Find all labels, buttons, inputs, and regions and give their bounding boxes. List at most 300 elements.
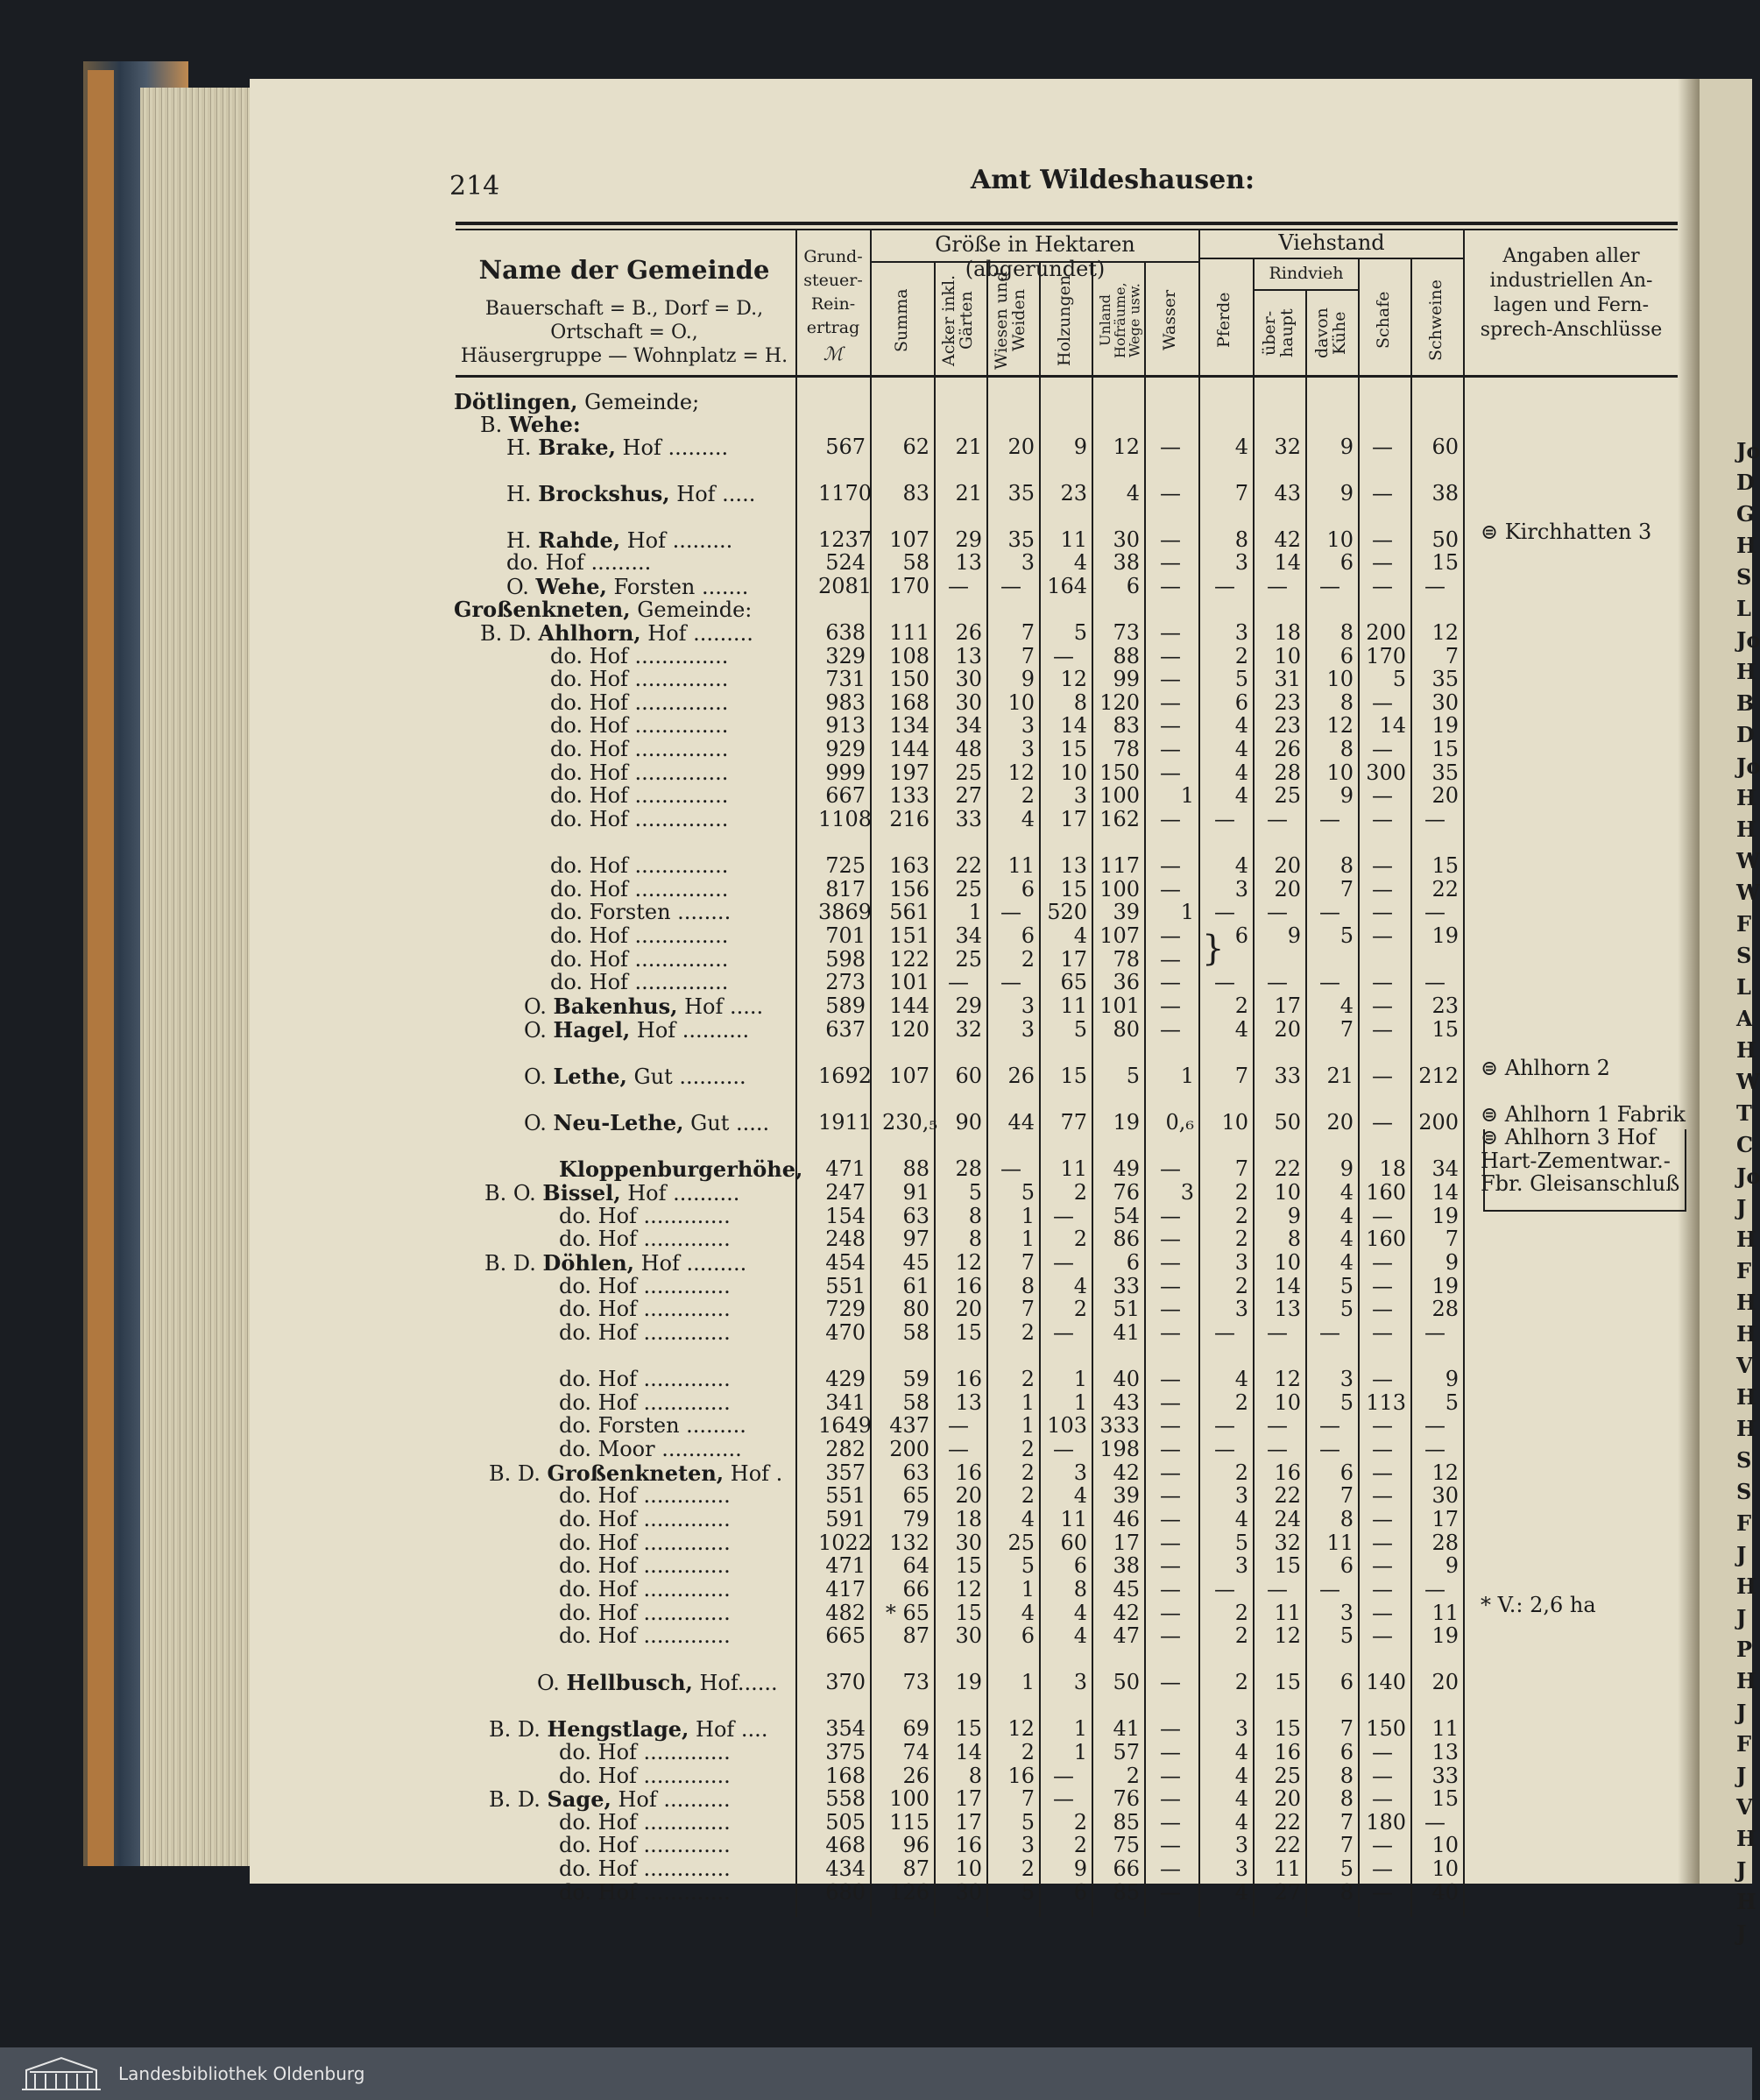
cell: 20 xyxy=(1274,877,1301,902)
cell: — xyxy=(1160,1764,1181,1788)
cell: 38 xyxy=(1113,1553,1140,1578)
cell: 26 xyxy=(1274,737,1301,761)
cell: 300 xyxy=(1366,760,1406,785)
cell: 5 xyxy=(1339,1274,1354,1298)
cell: 87 xyxy=(902,1623,929,1648)
row-place: Bakenhus, xyxy=(553,993,678,1019)
col-rule xyxy=(1092,263,1093,1917)
cell: 28 xyxy=(1431,1531,1459,1555)
cell: 7 xyxy=(1021,620,1035,645)
cell: 100 xyxy=(1099,877,1140,902)
row-type: do. Hof ............. xyxy=(559,1483,731,1508)
cell: 665 xyxy=(825,1623,866,1648)
cell: 3 xyxy=(1234,1716,1248,1741)
cell: 78 xyxy=(1113,737,1140,761)
row-type: Gut ..... xyxy=(683,1111,770,1135)
cell: 16 xyxy=(955,1274,982,1298)
row-type: Hof .......... xyxy=(630,1018,750,1043)
cell: — xyxy=(1372,877,1393,902)
row-prefix: B. D. xyxy=(489,1787,548,1812)
cell: 9 xyxy=(1339,435,1354,459)
cell: — xyxy=(1214,807,1235,831)
cell: 43 xyxy=(1113,1390,1140,1415)
name-subheader-2: Ortschaft = O., xyxy=(550,322,698,343)
row-type: do. Hof ............. xyxy=(559,1577,731,1602)
cell: 35 xyxy=(1007,527,1035,552)
next-page-letter: H xyxy=(1736,1037,1756,1063)
cell: 701 xyxy=(825,923,866,948)
cell: 3 xyxy=(1021,550,1035,575)
cell: 12 xyxy=(1431,1460,1459,1485)
cell: 35 xyxy=(1431,667,1459,691)
cell: 15 xyxy=(1431,1017,1459,1042)
cell: 637 xyxy=(825,1017,866,1042)
table-row xyxy=(0,1716,1752,1742)
row-name xyxy=(506,527,793,553)
cell: 3 xyxy=(1073,1460,1087,1485)
cell: 16 xyxy=(1274,1460,1301,1485)
cell: 11 xyxy=(1007,853,1035,878)
cell: 17 xyxy=(1431,1507,1459,1531)
cell: 25 xyxy=(1274,1764,1301,1788)
cell: 85 xyxy=(1113,1810,1140,1835)
cell: 2 xyxy=(1234,1204,1248,1228)
cell: 1 xyxy=(968,900,982,924)
cell: 8 xyxy=(1287,1227,1301,1251)
next-page-letter: F xyxy=(1736,1731,1752,1757)
cell: 23 xyxy=(1060,481,1087,506)
row-name xyxy=(550,947,793,972)
cell: 471 xyxy=(825,1553,866,1578)
cell: 170 xyxy=(1366,644,1406,668)
next-page-letter: H xyxy=(1736,1889,1756,1914)
cell: 156 xyxy=(889,877,929,902)
cell: 20 xyxy=(1431,1670,1459,1694)
cell: 6 xyxy=(1234,690,1248,715)
next-page-letter: V xyxy=(1736,1794,1753,1820)
cell: 59 xyxy=(902,1367,929,1391)
cell: 19 xyxy=(1431,1623,1459,1648)
next-page-letter: H xyxy=(1736,1384,1756,1410)
row-name xyxy=(550,783,793,808)
cell: — xyxy=(1160,644,1181,668)
cell: — xyxy=(1319,1320,1340,1345)
cell: 19 xyxy=(1431,1274,1459,1298)
cell: 88 xyxy=(1113,644,1140,668)
cell: 22 xyxy=(1274,1156,1301,1181)
row-type: do. Hof ............. xyxy=(559,1833,731,1857)
cell: 3 xyxy=(1234,1483,1248,1508)
cell: 9 xyxy=(1073,1856,1087,1881)
cell: 4 xyxy=(1234,713,1248,738)
cell: 23 xyxy=(1431,993,1459,1018)
col-kuehe: davon Kühe xyxy=(1312,308,1349,359)
row-type: do. Hof .............. xyxy=(550,737,729,761)
cell: 101 xyxy=(1099,993,1140,1018)
next-page-letter: F xyxy=(1736,1258,1752,1283)
cell: 168 xyxy=(889,690,929,715)
table-row xyxy=(0,1390,1752,1413)
cell: 4 xyxy=(1073,1601,1087,1625)
cell: 9 xyxy=(1287,923,1301,948)
cell: 5 xyxy=(1339,1297,1354,1321)
cell: 3 xyxy=(1234,1250,1248,1275)
cell: 20 xyxy=(1274,853,1301,878)
cell: — xyxy=(1160,527,1181,552)
cell: 17 xyxy=(955,1786,982,1811)
cell: 1 xyxy=(1073,1390,1087,1415)
industrial-note: * V.: 2,6 ha xyxy=(1481,1593,1596,1617)
library-logo-icon xyxy=(18,2054,105,2093)
cell: 2 xyxy=(1234,1180,1248,1205)
cell: — xyxy=(1160,923,1181,948)
cell: 16 xyxy=(955,1833,982,1857)
cell: 2 xyxy=(1234,1460,1248,1485)
cell: 28 xyxy=(955,1156,982,1181)
cell: — xyxy=(1160,1227,1181,1251)
cell: 26 xyxy=(955,620,982,645)
cell: 3 xyxy=(1234,1856,1248,1881)
cell: 15 xyxy=(1274,1553,1301,1578)
groesse-header: Größe in Hektaren (abgerundet) xyxy=(935,232,1135,281)
row-name xyxy=(506,574,793,599)
cell: 5 xyxy=(1073,1017,1087,1042)
cell: 58 xyxy=(902,1390,929,1415)
row-name xyxy=(559,1507,793,1531)
grundsteuer-header-4: ertrag xyxy=(806,318,860,337)
next-page-letter: H xyxy=(1736,785,1756,810)
cell: 729 xyxy=(825,1297,866,1321)
industrial-note: ⊜ Kirchhatten 3 xyxy=(1481,520,1652,544)
cell: 160 xyxy=(1366,1180,1406,1205)
cell: — xyxy=(1267,574,1288,598)
cell: 8 xyxy=(1339,1764,1354,1788)
grundsteuer-header-1: Grund- xyxy=(803,247,863,266)
cell: 29 xyxy=(955,527,982,552)
cell: 168 xyxy=(825,1764,866,1788)
cell: 4 xyxy=(1234,1367,1248,1391)
cell: * 65 xyxy=(885,1601,929,1625)
cell: 19 xyxy=(1431,1204,1459,1228)
next-page-letter: Jo xyxy=(1736,753,1760,779)
cell: 4 xyxy=(1234,1880,1248,1905)
cell: 12 xyxy=(1007,760,1035,785)
cell: 60 xyxy=(1060,1531,1087,1555)
table-row xyxy=(0,1250,1752,1276)
cell: 2 xyxy=(1234,644,1248,668)
cell: 5 xyxy=(1339,1856,1354,1881)
cell: 14 xyxy=(1060,713,1087,738)
row-place: Hagel, xyxy=(553,1017,631,1043)
cell: 8 xyxy=(968,1204,982,1228)
cell: 2 xyxy=(1234,1601,1248,1625)
cell: 5 xyxy=(1073,620,1087,645)
cell: 7 xyxy=(1234,481,1248,506)
cell: 50 xyxy=(1431,527,1459,552)
next-page-letter: J xyxy=(1736,1857,1747,1883)
cell: 1911 xyxy=(818,1110,873,1135)
row-name xyxy=(559,1856,793,1881)
cell: 3 xyxy=(1339,1601,1354,1625)
rindvieh-header: Rindvieh xyxy=(1269,264,1344,283)
name-subheader-3: Häusergruppe — Wohnplatz = H. xyxy=(460,345,788,367)
cell: 3 xyxy=(1234,877,1248,902)
cell: 120 xyxy=(1099,690,1140,715)
header-rule xyxy=(456,375,1678,378)
cell: 18 xyxy=(955,1507,982,1531)
cell: 50 xyxy=(1274,1110,1301,1135)
cell: — xyxy=(1160,690,1181,715)
cell: 3 xyxy=(1021,993,1035,1018)
cell: 20 xyxy=(1274,1786,1301,1811)
cell: 4 xyxy=(1126,481,1140,506)
cell: 19 xyxy=(1431,923,1459,948)
row-place: Hellbusch, xyxy=(566,1670,693,1695)
cell: — xyxy=(1053,1764,1074,1788)
cell: 7 xyxy=(1021,1250,1035,1275)
cell: 11 xyxy=(1274,1601,1301,1625)
cell: 248 xyxy=(825,1227,866,1251)
cell: 1 xyxy=(1021,1390,1035,1415)
row-type: Forsten ....... xyxy=(606,575,749,599)
cell: 5 xyxy=(1445,1390,1459,1415)
cell: — xyxy=(1160,1274,1181,1298)
table-row xyxy=(0,877,1752,900)
name-header: Name der Gemeinde xyxy=(478,255,770,285)
cell: 9 xyxy=(1445,1553,1459,1578)
cell: — xyxy=(1319,807,1340,831)
cell: 26 xyxy=(902,1764,929,1788)
table-row xyxy=(0,1880,1752,1903)
cell: — xyxy=(1000,970,1021,994)
cell: 20 xyxy=(955,1483,982,1508)
table-row xyxy=(0,993,1752,1019)
cell: 216 xyxy=(889,807,929,831)
cell: 75 xyxy=(1113,1833,1140,1857)
cell: 62 xyxy=(902,435,929,459)
row-type: do. Hof ............. xyxy=(559,1531,731,1555)
cell: — xyxy=(1424,1413,1445,1438)
cell: 30 xyxy=(955,667,982,691)
next-page-letter: L xyxy=(1736,596,1751,621)
row-type: do. Hof .............. xyxy=(550,923,729,948)
cell: — xyxy=(1319,574,1340,598)
cell: 86 xyxy=(1113,1227,1140,1251)
cell: 12 xyxy=(1060,667,1087,691)
next-page-letter: G xyxy=(1736,501,1755,527)
cell: 2 xyxy=(1073,1833,1087,1857)
cell: — xyxy=(1267,900,1288,924)
row-name xyxy=(550,667,793,691)
cell: 19 xyxy=(955,1670,982,1694)
cell: 12 xyxy=(955,1250,982,1275)
cell: — xyxy=(1319,900,1340,924)
table-row xyxy=(0,1833,1752,1856)
row-type: do. Forsten ......... xyxy=(559,1413,746,1438)
cell: 91 xyxy=(902,1180,929,1205)
row-name xyxy=(550,644,793,668)
cell: — xyxy=(1160,1577,1181,1602)
col-rule xyxy=(1358,259,1360,1917)
cell: 3 xyxy=(1073,783,1087,808)
row-type: do. Hof .............. xyxy=(550,853,729,878)
cell: 39 xyxy=(1113,900,1140,924)
cell: 25 xyxy=(955,877,982,902)
next-page-letter: F xyxy=(1736,911,1752,937)
cell: 5 xyxy=(1021,1880,1035,1905)
footer-bar xyxy=(0,2047,1752,2100)
cell: — xyxy=(1319,970,1340,994)
cell: 5 xyxy=(1021,1553,1035,1578)
cell: — xyxy=(1372,1507,1393,1531)
cell: 9 xyxy=(1339,783,1354,808)
cell: — xyxy=(1160,993,1181,1018)
cell: 22 xyxy=(955,853,982,878)
cell: 200 xyxy=(1418,1110,1459,1135)
cell: 45 xyxy=(902,1250,929,1275)
cell: 78 xyxy=(1113,947,1140,972)
next-page-letter: J xyxy=(1736,1605,1747,1630)
cell: 31 xyxy=(1274,667,1301,691)
cell: 79 xyxy=(902,1507,929,1531)
cell: 60 xyxy=(955,1064,982,1088)
row-place: Bissel, xyxy=(542,1180,621,1206)
cell: 45 xyxy=(1113,1577,1140,1602)
top-rule xyxy=(456,222,1678,225)
cell: — xyxy=(1160,550,1181,575)
cell: — xyxy=(1160,1670,1181,1694)
col-unland: Unland Hofräume, Wege usw. xyxy=(1097,282,1143,358)
industrial-note: Fbr. Gleisanschluß xyxy=(1481,1171,1680,1196)
cell: — xyxy=(1372,737,1393,761)
next-page-letter: H xyxy=(1736,1668,1756,1693)
cell: 8 xyxy=(1234,527,1248,552)
cell: — xyxy=(1372,1110,1393,1135)
table-row xyxy=(0,1531,1752,1553)
cell: 25 xyxy=(955,947,982,972)
cell: 9 xyxy=(1445,1250,1459,1275)
row-type: do. Hof .............. xyxy=(550,713,729,738)
row-name xyxy=(559,1297,793,1321)
row-type: do. Hof .............. xyxy=(550,877,729,902)
cell: 1237 xyxy=(818,527,873,552)
next-page-letter: J xyxy=(1736,1195,1747,1220)
cell: 76 xyxy=(1113,1180,1140,1205)
row-name xyxy=(559,1320,793,1345)
cell: 6 xyxy=(1073,1553,1087,1578)
cell: 30 xyxy=(955,1623,982,1648)
cell: — xyxy=(1160,1413,1181,1438)
cell: — xyxy=(1372,1856,1393,1881)
cell: 13 xyxy=(955,550,982,575)
row-prefix: B. D. xyxy=(484,1251,543,1276)
cell: — xyxy=(1214,1437,1235,1461)
cell: 4 xyxy=(1339,1227,1354,1251)
row-place: Brockshus, xyxy=(538,481,670,506)
cell: 14 xyxy=(1274,550,1301,575)
cell: 77 xyxy=(1060,1110,1087,1135)
cell: 8 xyxy=(1339,1880,1354,1905)
cell: 341 xyxy=(825,1390,866,1415)
cell: 15 xyxy=(955,1601,982,1625)
row-type: do. Hof ............. xyxy=(559,1553,731,1578)
cell: — xyxy=(1372,1413,1393,1438)
next-page-letter: P xyxy=(1736,1637,1753,1662)
cell: 30 xyxy=(1431,1483,1459,1508)
row-name xyxy=(524,993,793,1019)
cell: 10 xyxy=(1431,1833,1459,1857)
cell: 3 xyxy=(1234,1553,1248,1578)
cell: — xyxy=(1319,1437,1340,1461)
cell: 88 xyxy=(902,1156,929,1181)
cell: 7 xyxy=(1445,644,1459,668)
row-prefix: H. xyxy=(506,482,539,506)
cell: 2 xyxy=(1234,1670,1248,1694)
cell: — xyxy=(1160,737,1181,761)
row-name xyxy=(559,1367,793,1391)
row-type: do. Hof .............. xyxy=(550,760,729,785)
cell: 50 xyxy=(1113,1670,1140,1694)
cell: 505 xyxy=(825,1810,866,1835)
cell: 4 xyxy=(1339,1250,1354,1275)
row-place: Großenkneten, xyxy=(454,597,631,622)
cell: — xyxy=(1214,1413,1235,1438)
cell: 107 xyxy=(889,527,929,552)
cell: 2 xyxy=(1234,1274,1248,1298)
table-row xyxy=(0,1786,1752,1812)
row-name xyxy=(454,389,968,414)
cell: 100 xyxy=(889,1786,929,1811)
cell: 18 xyxy=(1379,1156,1406,1181)
row-prefix: O. xyxy=(524,1111,554,1135)
row-type: do. Forsten ........ xyxy=(550,900,732,924)
cell: 20 xyxy=(1007,435,1035,459)
table-row xyxy=(0,1623,1752,1646)
cell: 83 xyxy=(1113,713,1140,738)
cell: 103 xyxy=(1047,1413,1087,1438)
cell: — xyxy=(1424,807,1445,831)
table-row xyxy=(0,853,1752,876)
cell: 100 xyxy=(1099,783,1140,808)
cell: 120 xyxy=(889,1017,929,1042)
row-name xyxy=(550,970,793,994)
cell: 8 xyxy=(1073,1577,1087,1602)
cell: 2081 xyxy=(818,574,873,598)
cell: — xyxy=(1160,713,1181,738)
row-type: do. Hof .............. xyxy=(550,667,729,691)
cell: 5 xyxy=(968,1180,982,1205)
col-acker: Acker inkl. Gärten xyxy=(939,274,976,366)
cell: 10 xyxy=(1326,760,1354,785)
row-place: Brake, xyxy=(538,435,616,460)
cell: 370 xyxy=(825,1670,866,1694)
cell: — xyxy=(1372,1833,1393,1857)
cell: 15 xyxy=(955,1716,982,1741)
cell: — xyxy=(1372,1764,1393,1788)
next-page-letter: S xyxy=(1736,943,1752,968)
table-row xyxy=(0,574,1752,597)
cell: 2 xyxy=(1073,1297,1087,1321)
cell: 999 xyxy=(825,760,866,785)
table-row xyxy=(0,1460,1752,1486)
cell: 212 xyxy=(1418,1064,1459,1088)
cell: 10 xyxy=(1274,1180,1301,1205)
cell: 2 xyxy=(1234,993,1248,1018)
row-type: do. Hof ............. xyxy=(559,1507,731,1531)
next-page-letter: W xyxy=(1736,848,1760,873)
cell: 16 xyxy=(1274,1740,1301,1764)
cell: — xyxy=(1267,1413,1288,1438)
